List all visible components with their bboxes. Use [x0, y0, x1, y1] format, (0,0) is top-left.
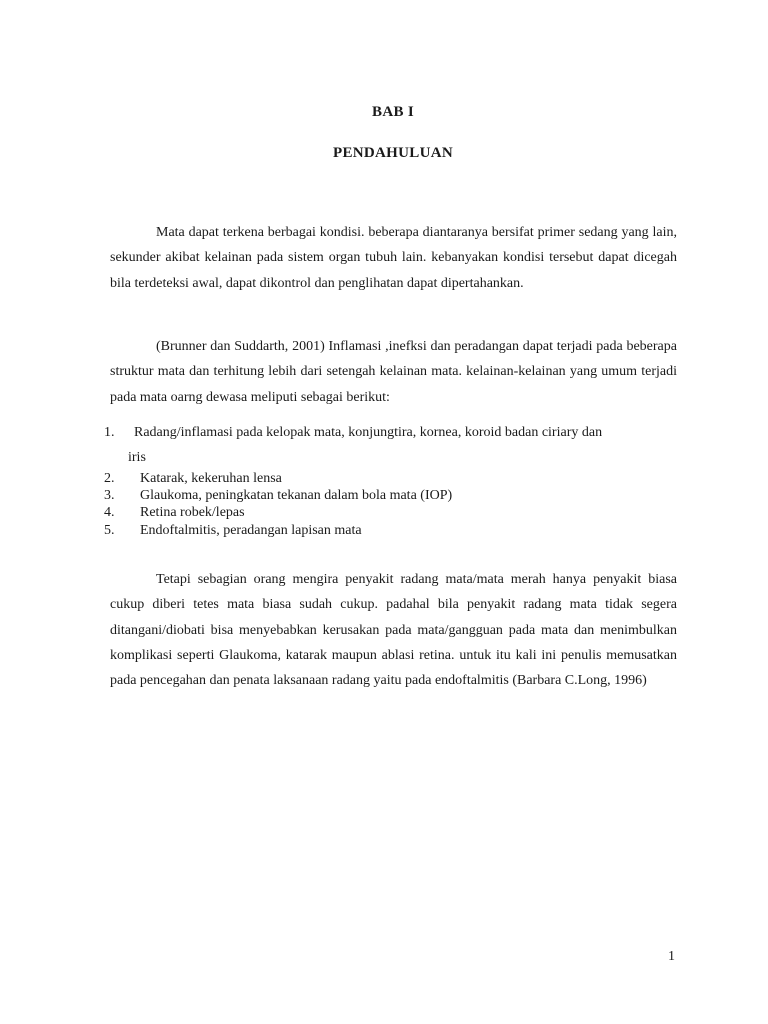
paragraph-intro [110, 220, 677, 296]
list-item-number: 2. [104, 471, 115, 486]
list-item-text: Retina robek/lepas [140, 505, 245, 521]
page-number: 1 [668, 949, 675, 964]
list-item [104, 487, 677, 504]
list-item-text: Katarak, kekeruhan lensa [140, 471, 282, 486]
paragraph-text: Tetapi sebagian orang mengira penyakit radang mata/mata merah hanya penyakit biasa cukup diberi tetes mata biasa sudah cukup. padahal bila penyakit radang mata tidak segera ditangani/diobati bisa menyebabkan kerusakan pada mata/gangguan pada mata dan menimbulkan komplikasi seperti Glaukoma, katarak maupun ablasi retina. untuk itu kali ini penulis memusatkan pada pencegahan dan penata laksanaan radang yaitu pada endoftalmitis (Barbara C.Long, 1996) [110, 572, 677, 689]
paragraph-focus [110, 567, 677, 693]
list-item-text: Glaukoma, peningkatan tekanan dalam bola mata (IOP) [140, 488, 453, 504]
list-item [104, 522, 677, 539]
condition-list [104, 420, 677, 539]
paragraph-text: (Brunner dan Suddarth, 2001) Inflamasi ,inefksi dan peradangan dapat terjadi pada beberapa struktur mata dan terhitung lebih dari setengah kelainan mata. kelainan-kelainan yang umum terjadi pada mata oarng dewasa meliputi sebagai berikut: [110, 339, 677, 405]
list-item-number: 1. [104, 425, 115, 440]
list-item-text: Endoftalmitis, peradangan lapisan mata [140, 522, 362, 538]
list-item-continuation: iris [128, 450, 146, 465]
paragraph-text: Mata dapat terkena berbagai kondisi. beberapa diantaranya bersifat primer sedang yang lain, sekunder akibat kelainan pada sistem organ tubuh lain. kebanyakan kondisi tersebut dapat dicegah bila terdeteksi awal, dapat dikontrol dan penglihatan dapat dipertahankan. [110, 225, 677, 291]
list-item-number: 3. [104, 488, 115, 504]
list-item-text: Radang/inflamasi pada kelopak mata, konjungtira, kornea, koroid badan ciriary dan [134, 425, 603, 440]
list-item [104, 420, 677, 470]
list-item [104, 504, 677, 521]
list-item-number: 5. [104, 522, 115, 538]
list-item-number: 4. [104, 505, 115, 521]
chapter-number: BAB I [372, 104, 414, 120]
list-item [104, 470, 677, 487]
chapter-title: PENDAHULUAN [333, 145, 453, 161]
paragraph-citation [110, 334, 677, 410]
